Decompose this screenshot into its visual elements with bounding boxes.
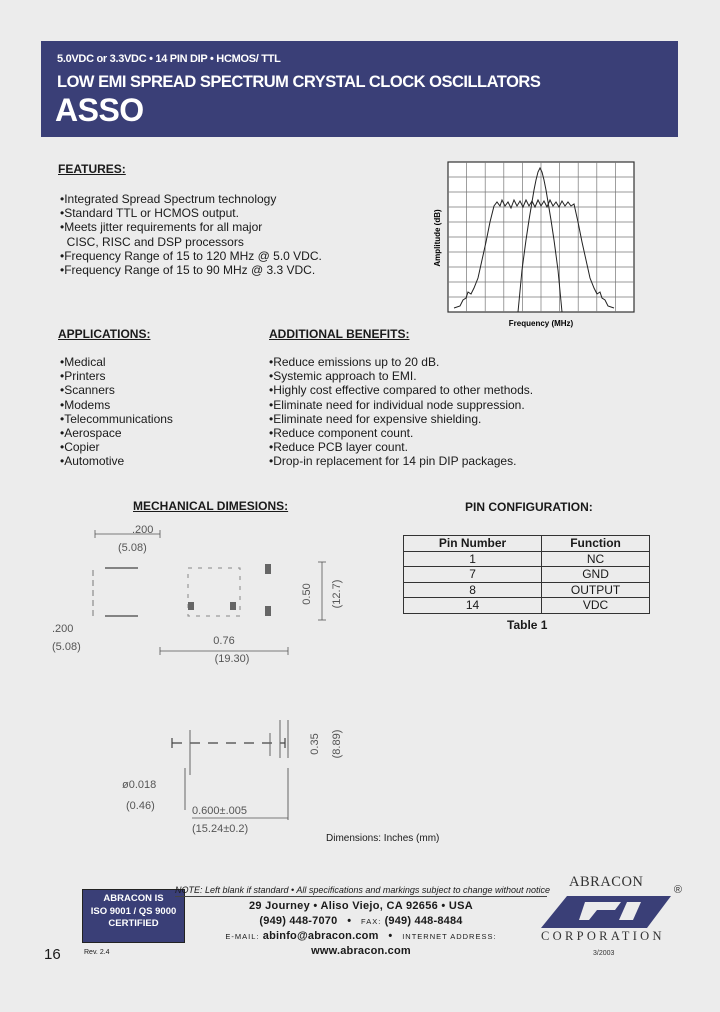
- list-item: • Automotive: [60, 454, 173, 468]
- list-item: • Standard TTL or HCMOS output.: [60, 206, 322, 220]
- iso-line: CERTIFIED: [108, 918, 159, 929]
- pin-config-table: [403, 535, 650, 614]
- table-row: [404, 551, 650, 567]
- spectrum-graph: [430, 160, 644, 335]
- list-item: • Modems: [60, 398, 173, 412]
- list-item: • Scanners: [60, 383, 173, 397]
- spec-line: 5.0VDC or 3.3VDC • 14 PIN DIP • HCMOS/ TTL: [57, 53, 281, 65]
- dim-side-in: 0.50: [301, 583, 313, 605]
- footer-web-line: E-MAIL: abinfo@abracon.com • INTERNET ADDRESS: www.abracon.com: [225, 930, 497, 957]
- footer-note: NOTE: Left blank if standard • All specifications and markings subject to change without notice: [175, 885, 551, 895]
- pin-number-cell: 8: [404, 582, 542, 598]
- pin-function-cell: VDC: [542, 598, 650, 614]
- list-item: • Frequency Range of 15 to 120 MHz @ 5.0 VDC.: [60, 249, 322, 263]
- table-row: [404, 598, 650, 614]
- table-row: [404, 567, 650, 583]
- iso-line: ISO 9001 / QS 9000: [90, 905, 177, 917]
- applications-list: [60, 355, 173, 469]
- print-date: 3/2003: [593, 950, 615, 957]
- list-item: • Reduce emissions up to 20 dB.: [269, 355, 533, 369]
- table-header-row: [404, 536, 650, 552]
- mechanical-heading: MECHANICAL DIMESIONS:: [133, 499, 289, 513]
- list-item: • Frequency Range of 15 to 90 MHz @ 3.3 VDC.: [60, 263, 322, 277]
- list-item: • Aerospace: [60, 426, 173, 440]
- dimensions-note: Dimensions: Inches (mm): [326, 833, 440, 844]
- logo-corporation: CORPORATION: [541, 929, 665, 943]
- mechanical-drawing: [52, 520, 380, 835]
- graph-xlabel: Frequency (MHz): [508, 319, 574, 328]
- list-item: • Telecommunications: [60, 412, 173, 426]
- page-number: 16: [44, 946, 61, 963]
- dim-pitch-in: 0.600±.005: [192, 805, 247, 817]
- pin-number-cell: 7: [404, 567, 542, 583]
- revision: Rev. 2.4: [84, 949, 110, 956]
- list-item: • Eliminate need for expensive shielding.: [269, 412, 533, 426]
- logo-mark-icon: [541, 892, 677, 928]
- abracon-logo: [537, 872, 682, 946]
- list-item: • Reduce PCB layer count.: [269, 440, 533, 454]
- dim-left-in: .200: [52, 623, 74, 635]
- pin-config-heading: PIN CONFIGURATION:: [465, 500, 593, 514]
- footer-phone-line: (949) 448-7070 • FAX: (949) 448-8484: [259, 915, 463, 927]
- website-link[interactable]: www.abracon.com: [311, 945, 411, 957]
- applications-heading: APPLICATIONS:: [58, 327, 151, 341]
- header-banner: [41, 41, 678, 137]
- list-item: • Highly cost effective compared to other methods.: [269, 383, 533, 397]
- registered-mark: ®: [673, 884, 682, 896]
- dim-pitch-mm: (15.24±0.2): [192, 823, 249, 835]
- email-link[interactable]: abinfo@abracon.com: [262, 930, 379, 942]
- dim-length-in: 0.76: [213, 635, 235, 647]
- dim-length-mm: (19.30): [214, 653, 250, 665]
- dim-left-mm: (5.08): [52, 641, 81, 653]
- pin-number-cell: 14: [404, 598, 542, 614]
- list-item: • Eliminate need for individual node suppression.: [269, 398, 533, 412]
- iso-certification-badge: [82, 889, 185, 943]
- pin-number-cell: 1: [404, 551, 542, 567]
- column-header: Function: [542, 536, 650, 552]
- column-header: Pin Number: [404, 536, 542, 552]
- list-item: • Systemic approach to EMI.: [269, 369, 533, 383]
- dim-lead-mm: (8.89): [331, 729, 343, 759]
- table-caption: Table 1: [507, 618, 548, 632]
- dim-pin-mm: (0.46): [126, 800, 155, 812]
- pin-function-cell: NC: [542, 551, 650, 567]
- iso-line: ABRACON IS: [103, 893, 164, 904]
- model-name: ASSO: [55, 92, 144, 128]
- pin-function-cell: GND: [542, 567, 650, 583]
- dim-top-mm: (5.08): [118, 542, 147, 554]
- email-label: E-MAIL:: [225, 932, 260, 941]
- list-item: • Meets jitter requirements for all major: [60, 220, 322, 234]
- product-title: LOW EMI SPREAD SPECTRUM CRYSTAL CLOCK OSCILLATORS: [57, 73, 541, 91]
- web-label: INTERNET ADDRESS:: [402, 932, 497, 941]
- list-item: • Integrated Spread Spectrum technology: [60, 192, 322, 206]
- features-list: [60, 192, 322, 277]
- dim-top-in: .200: [132, 524, 154, 536]
- dim-pin-in: ø0.018: [122, 779, 157, 791]
- list-item: • Copier: [60, 440, 173, 454]
- benefits-list: [269, 355, 533, 469]
- dim-side-mm: (12.7): [331, 579, 343, 609]
- list-item: • Drop-in replacement for 14 pin DIP packages.: [269, 454, 533, 468]
- features-heading: FEATURES:: [58, 162, 126, 176]
- footer-contact: [175, 885, 551, 958]
- table-row: [404, 582, 650, 598]
- list-item: CISC, RISC and DSP processors: [66, 234, 244, 249]
- dim-lead-in: 0.35: [309, 733, 321, 755]
- footer-address: 29 Journey • Aliso Viejo, CA 92656 • USA: [248, 900, 474, 912]
- list-item: • Reduce component count.: [269, 426, 533, 440]
- benefits-heading: ADDITIONAL BENEFITS:: [269, 327, 410, 341]
- fax: (949) 448-8484: [384, 915, 463, 927]
- graph-ylabel: Amplitude (dB): [433, 209, 442, 267]
- list-item: • Printers: [60, 369, 173, 383]
- pin-function-cell: OUTPUT: [542, 582, 650, 598]
- logo-brand: ABRACON: [569, 874, 644, 890]
- list-item: • Medical: [60, 355, 173, 369]
- fax-label: FAX:: [361, 917, 382, 926]
- phone: (949) 448-7070: [259, 915, 338, 927]
